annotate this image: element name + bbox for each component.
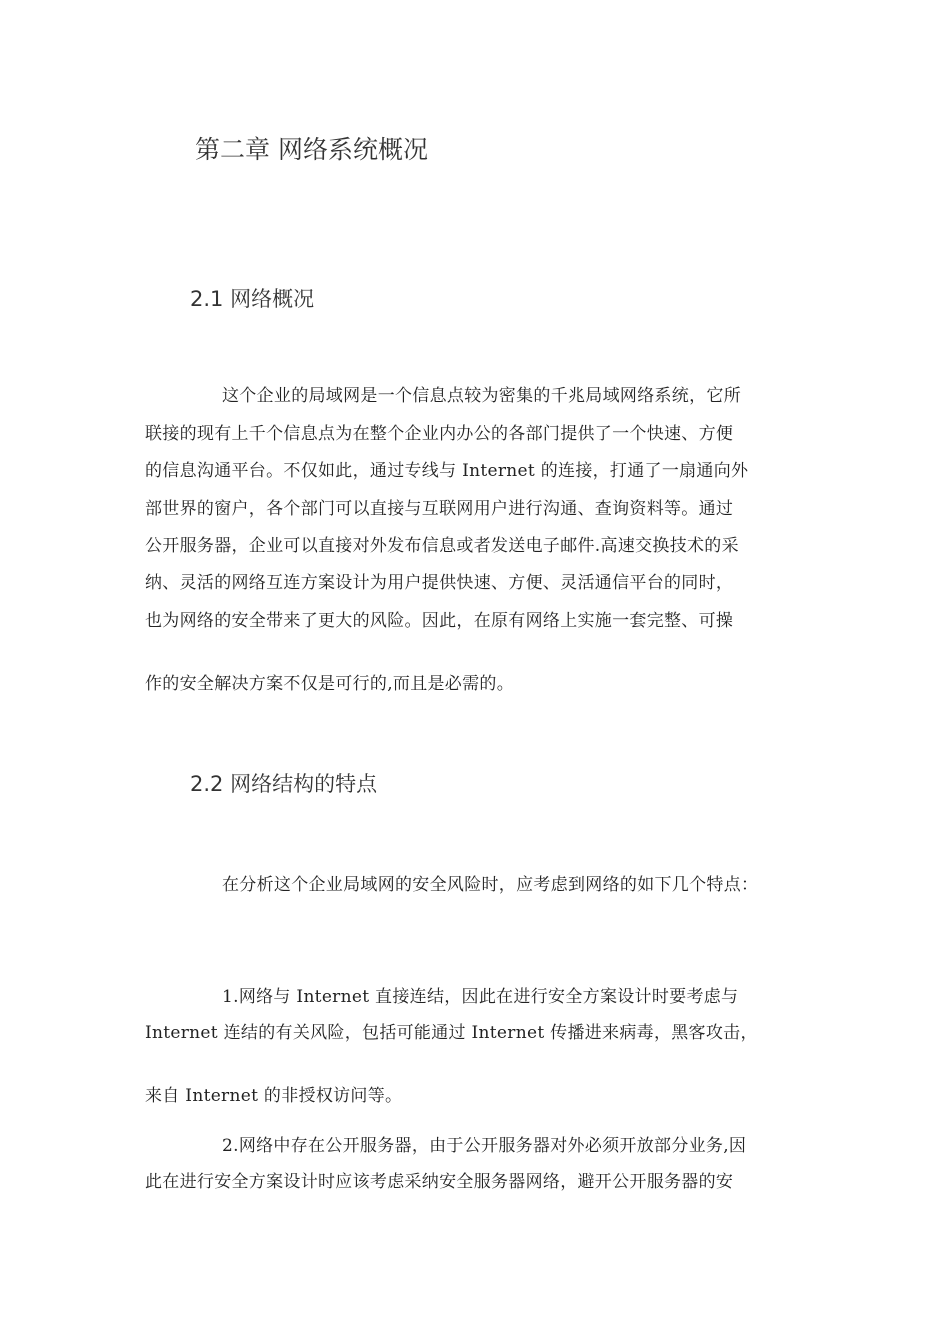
list-item-line: 2.网络中存在公开服务器，由于公开服务器对外必须开放部分业务,因 bbox=[222, 1136, 747, 1156]
paragraph-line: 这个企业的局域网是一个信息点较为密集的千兆局域网络系统，它所 bbox=[222, 386, 741, 406]
paragraph-line: 也为网络的安全带来了更大的风险。因此，在原有网络上实施一套完整、可操 bbox=[145, 611, 734, 631]
section-intro: 在分析这个企业局域网的安全风险时，应考虑到网络的如下几个特点： bbox=[222, 875, 759, 895]
section-heading-2-2: 2.2 网络结构的特点 bbox=[190, 772, 378, 796]
chapter-title: 第二章 网络系统概况 bbox=[195, 135, 428, 164]
section-heading-2-1: 2.1 网络概况 bbox=[190, 287, 315, 311]
paragraph-line: 部世界的窗户，各个部门可以直接与互联网用户进行沟通、查询资料等。通过 bbox=[145, 499, 734, 519]
paragraph-line: 公开服务器，企业可以直接对外发布信息或者发送电子邮件.高速交换技术的采 bbox=[145, 536, 739, 556]
list-item-line: 此在进行安全方案设计时应该考虑采纳安全服务器网络，避开公开服务器的安 bbox=[145, 1172, 734, 1192]
paragraph-line: 联接的现有上千个信息点为在整个企业内办公的各部门提供了一个快速、方便 bbox=[145, 424, 734, 444]
paragraph-line: 的信息沟通平台。不仅如此，通过专线与 Internet 的连接，打通了一扇通向外 bbox=[145, 461, 749, 481]
list-item-line: 来自 Internet 的非授权访问等。 bbox=[145, 1086, 403, 1106]
paragraph-line: 纳、灵活的网络互连方案设计为用户提供快速、方便、灵活通信平台的同时， bbox=[145, 573, 734, 593]
list-item-line: 1.网络与 Internet 直接连结，因此在进行安全方案设计时要考虑与 bbox=[222, 987, 739, 1007]
list-item-line: Internet 连结的有关风险，包括可能通过 Internet 传播进来病毒，黑客攻击， bbox=[145, 1023, 758, 1043]
paragraph-line: 作的安全解决方案不仅是可行的,而且是必需的。 bbox=[145, 674, 515, 694]
